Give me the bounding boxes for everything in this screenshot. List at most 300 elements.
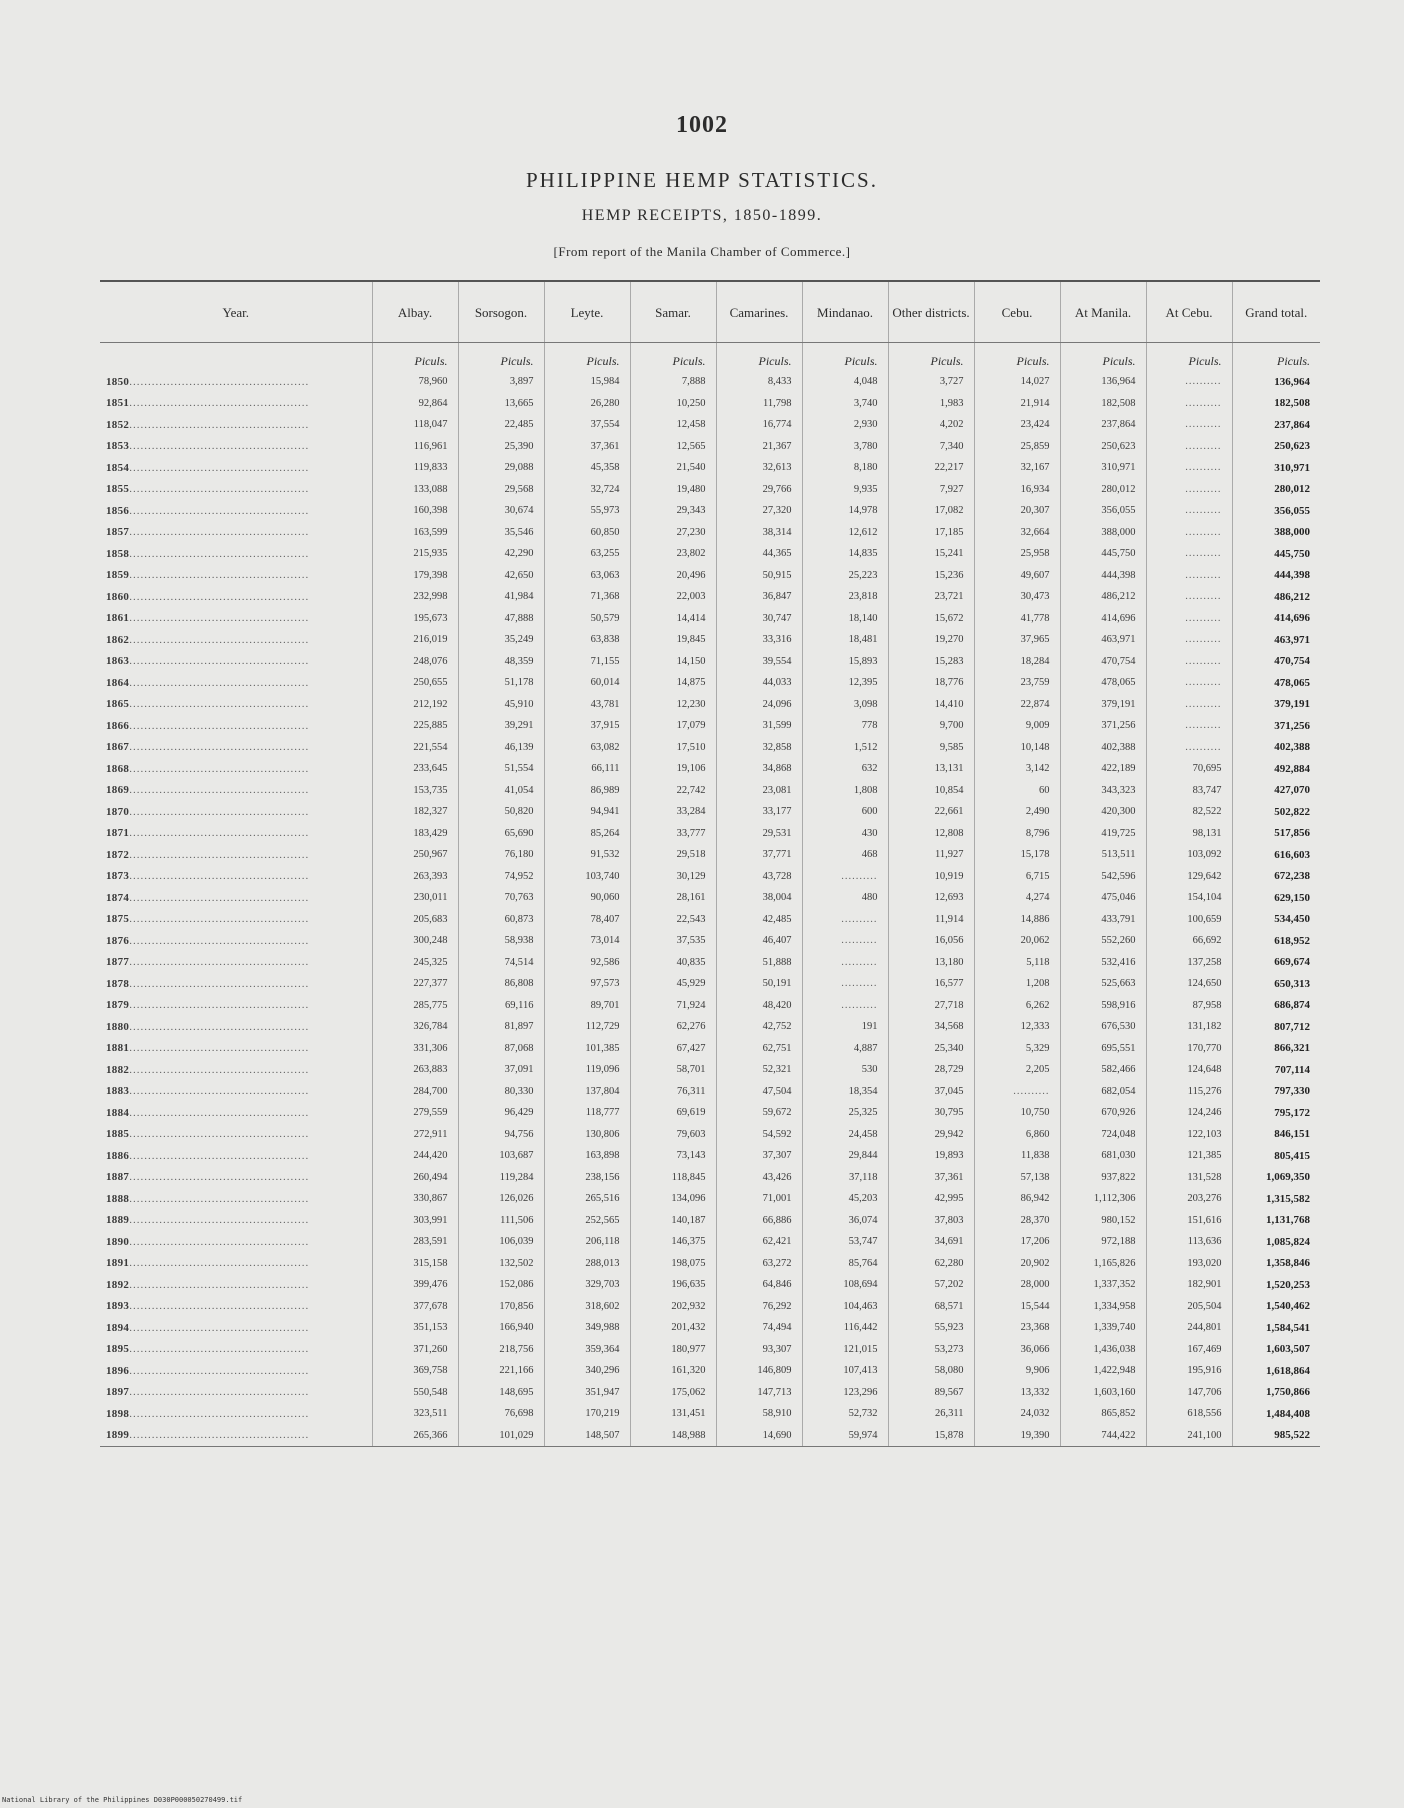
grand-total-cell: 1,618,864 <box>1232 1360 1320 1382</box>
value-cell: 331,306 <box>372 1038 458 1060</box>
value-cell: 24,096 <box>716 694 802 716</box>
grand-total-cell: 707,114 <box>1232 1059 1320 1081</box>
value-cell: 23,759 <box>974 672 1060 694</box>
value-cell: 2,490 <box>974 801 1060 823</box>
value-cell: 86,942 <box>974 1188 1060 1210</box>
value-cell: .......... <box>974 1081 1060 1103</box>
value-cell: .......... <box>1146 651 1232 673</box>
year-cell: 1853................................................ <box>106 440 310 453</box>
table-row <box>100 1059 1320 1081</box>
value-cell: 80,330 <box>458 1081 544 1103</box>
column-header: Camarines. <box>716 281 802 343</box>
year-cell: 1866................................................ <box>106 719 310 732</box>
value-cell: 22,874 <box>974 694 1060 716</box>
value-cell: 126,026 <box>458 1188 544 1210</box>
value-cell: 27,718 <box>888 995 974 1017</box>
unit-label: Piculs. <box>974 343 1060 372</box>
value-cell: 470,754 <box>1060 651 1146 673</box>
dot-leader: ................................................ <box>129 1429 310 1442</box>
dot-leader: ................................................ <box>129 1042 310 1055</box>
value-cell: 58,910 <box>716 1403 802 1425</box>
value-cell: 94,756 <box>458 1124 544 1146</box>
value-cell: 20,307 <box>974 500 1060 522</box>
value-cell: 57,138 <box>974 1167 1060 1189</box>
value-cell: 62,280 <box>888 1253 974 1275</box>
value-cell: 76,311 <box>630 1081 716 1103</box>
value-cell: 14,027 <box>974 371 1060 393</box>
grand-total-cell: 136,964 <box>1232 371 1320 393</box>
value-cell: 151,616 <box>1146 1210 1232 1232</box>
value-cell: 41,778 <box>974 608 1060 630</box>
year-cell: 1894................................................ <box>106 1321 310 1334</box>
value-cell: 22,742 <box>630 780 716 802</box>
value-cell: 3,098 <box>802 694 888 716</box>
value-cell: 10,148 <box>974 737 1060 759</box>
value-cell: 48,420 <box>716 995 802 1017</box>
value-cell: 670,926 <box>1060 1102 1146 1124</box>
value-cell: 86,989 <box>544 780 630 802</box>
value-cell: 323,511 <box>372 1403 458 1425</box>
value-cell: 32,858 <box>716 737 802 759</box>
table-row <box>100 780 1320 802</box>
grand-total-cell: 379,191 <box>1232 694 1320 716</box>
year-cell: 1880................................................ <box>106 1020 310 1033</box>
value-cell: 1,112,306 <box>1060 1188 1146 1210</box>
grand-total-cell: 807,712 <box>1232 1016 1320 1038</box>
table-row <box>100 1339 1320 1361</box>
value-cell: 22,003 <box>630 586 716 608</box>
year-cell: 1883................................................ <box>106 1085 310 1098</box>
dot-leader: ................................................ <box>129 805 310 818</box>
value-cell: 146,375 <box>630 1231 716 1253</box>
value-cell: 96,429 <box>458 1102 544 1124</box>
value-cell: 310,971 <box>1060 457 1146 479</box>
value-cell: 237,864 <box>1060 414 1146 436</box>
grand-total-cell: 616,603 <box>1232 844 1320 866</box>
value-cell: 11,838 <box>974 1145 1060 1167</box>
value-cell: 26,280 <box>544 393 630 415</box>
value-cell: 98,131 <box>1146 823 1232 845</box>
dot-leader: ................................................ <box>129 483 310 496</box>
value-cell: 93,307 <box>716 1339 802 1361</box>
value-cell: 315,158 <box>372 1253 458 1275</box>
year-cell: 1898................................................ <box>106 1407 310 1420</box>
value-cell: 13,665 <box>458 393 544 415</box>
value-cell: 25,859 <box>974 436 1060 458</box>
value-cell: 283,591 <box>372 1231 458 1253</box>
value-cell: 47,504 <box>716 1081 802 1103</box>
value-cell: 3,780 <box>802 436 888 458</box>
value-cell: 74,494 <box>716 1317 802 1339</box>
value-cell: 106,039 <box>458 1231 544 1253</box>
dot-leader: ................................................ <box>129 375 310 388</box>
unit-label: Piculs. <box>802 343 888 372</box>
value-cell: 60,850 <box>544 522 630 544</box>
value-cell: .......... <box>1146 371 1232 393</box>
year-cell: 1867................................................ <box>106 741 310 754</box>
value-cell: 260,494 <box>372 1167 458 1189</box>
table-row <box>100 1425 1320 1447</box>
dot-leader: ................................................ <box>129 934 310 947</box>
grand-total-cell: 805,415 <box>1232 1145 1320 1167</box>
dot-leader: ................................................ <box>129 397 310 410</box>
value-cell: 15,893 <box>802 651 888 673</box>
value-cell: 163,898 <box>544 1145 630 1167</box>
value-cell: 272,911 <box>372 1124 458 1146</box>
value-cell: 422,189 <box>1060 758 1146 780</box>
page-title: PHILIPPINE HEMP STATISTICS. <box>526 168 878 192</box>
value-cell: 530 <box>802 1059 888 1081</box>
grand-total-cell: 1,540,462 <box>1232 1296 1320 1318</box>
value-cell: 42,290 <box>458 543 544 565</box>
value-cell: 349,988 <box>544 1317 630 1339</box>
value-cell: 136,964 <box>1060 371 1146 393</box>
value-cell: 121,385 <box>1146 1145 1232 1167</box>
value-cell: 37,091 <box>458 1059 544 1081</box>
value-cell: 1,436,038 <box>1060 1339 1146 1361</box>
value-cell: 60,873 <box>458 909 544 931</box>
value-cell: 47,888 <box>458 608 544 630</box>
dot-leader: ................................................ <box>129 612 310 625</box>
value-cell: 972,188 <box>1060 1231 1146 1253</box>
value-cell: 71,368 <box>544 586 630 608</box>
value-cell: 146,809 <box>716 1360 802 1382</box>
value-cell: 201,432 <box>630 1317 716 1339</box>
value-cell: .......... <box>1146 672 1232 694</box>
value-cell: 60 <box>974 780 1060 802</box>
value-cell: 33,284 <box>630 801 716 823</box>
value-cell: 111,506 <box>458 1210 544 1232</box>
value-cell: 132,502 <box>458 1253 544 1275</box>
unit-label: Piculs. <box>630 343 716 372</box>
table-row <box>100 995 1320 1017</box>
value-cell: 76,180 <box>458 844 544 866</box>
value-cell: 43,728 <box>716 866 802 888</box>
dot-leader: ................................................ <box>129 1192 310 1205</box>
value-cell: 598,916 <box>1060 995 1146 1017</box>
year-cell: 1854................................................ <box>106 461 310 474</box>
value-cell: 263,393 <box>372 866 458 888</box>
value-cell: 179,398 <box>372 565 458 587</box>
value-cell: 55,973 <box>544 500 630 522</box>
unit-label: Piculs. <box>372 343 458 372</box>
value-cell: 183,429 <box>372 823 458 845</box>
table-row <box>100 479 1320 501</box>
value-cell: 118,047 <box>372 414 458 436</box>
value-cell: 131,451 <box>630 1403 716 1425</box>
value-cell: 326,784 <box>372 1016 458 1038</box>
value-cell: 632 <box>802 758 888 780</box>
value-cell: 46,139 <box>458 737 544 759</box>
value-cell: 25,390 <box>458 436 544 458</box>
year-cell: 1897................................................ <box>106 1386 310 1399</box>
grand-total-cell: 444,398 <box>1232 565 1320 587</box>
table-row <box>100 629 1320 651</box>
dot-leader: ................................................ <box>129 569 310 582</box>
value-cell: 50,191 <box>716 973 802 995</box>
column-header: Sorsogon. <box>458 281 544 343</box>
value-cell: 191 <box>802 1016 888 1038</box>
year-cell: 1896................................................ <box>106 1364 310 1377</box>
value-cell: 232,998 <box>372 586 458 608</box>
value-cell: 486,212 <box>1060 586 1146 608</box>
table-row <box>100 1016 1320 1038</box>
value-cell: 937,822 <box>1060 1167 1146 1189</box>
value-cell: 41,054 <box>458 780 544 802</box>
dot-leader: ................................................ <box>129 1364 310 1377</box>
value-cell: 9,585 <box>888 737 974 759</box>
value-cell: .......... <box>1146 522 1232 544</box>
year-cell: 1865................................................ <box>106 698 310 711</box>
value-cell: 18,140 <box>802 608 888 630</box>
value-cell: 71,001 <box>716 1188 802 1210</box>
year-cell: 1861................................................ <box>106 612 310 625</box>
dot-leader: ................................................ <box>129 956 310 969</box>
grand-total-cell: 1,520,253 <box>1232 1274 1320 1296</box>
value-cell: 55,923 <box>888 1317 974 1339</box>
value-cell: 6,262 <box>974 995 1060 1017</box>
value-cell: 71,155 <box>544 651 630 673</box>
unit-label: Piculs. <box>1146 343 1232 372</box>
grand-total-cell: 182,508 <box>1232 393 1320 415</box>
value-cell: 39,291 <box>458 715 544 737</box>
value-cell: 30,747 <box>716 608 802 630</box>
value-cell: 14,150 <box>630 651 716 673</box>
value-cell: 119,284 <box>458 1167 544 1189</box>
value-cell: 29,942 <box>888 1124 974 1146</box>
value-cell: 45,358 <box>544 457 630 479</box>
value-cell: 24,032 <box>974 1403 1060 1425</box>
value-cell: 13,332 <box>974 1382 1060 1404</box>
value-cell: 343,323 <box>1060 780 1146 802</box>
value-cell: 19,480 <box>630 479 716 501</box>
table-row <box>100 608 1320 630</box>
value-cell: 16,774 <box>716 414 802 436</box>
value-cell: 532,416 <box>1060 952 1146 974</box>
value-cell: 203,276 <box>1146 1188 1232 1210</box>
unit-label: Piculs. <box>888 343 974 372</box>
value-cell: 48,359 <box>458 651 544 673</box>
dot-leader: ................................................ <box>129 655 310 668</box>
value-cell: 103,092 <box>1146 844 1232 866</box>
value-cell: 57,202 <box>888 1274 974 1296</box>
value-cell: 108,694 <box>802 1274 888 1296</box>
year-cell: 1884................................................ <box>106 1106 310 1119</box>
value-cell: .......... <box>1146 608 1232 630</box>
value-cell: 161,320 <box>630 1360 716 1382</box>
value-cell: 78,407 <box>544 909 630 931</box>
dot-leader: ................................................ <box>129 1128 310 1141</box>
value-cell: 37,361 <box>544 436 630 458</box>
value-cell: 37,361 <box>888 1167 974 1189</box>
value-cell: 30,795 <box>888 1102 974 1124</box>
year-cell: 1876................................................ <box>106 934 310 947</box>
dot-leader: ................................................ <box>129 698 310 711</box>
value-cell: 5,118 <box>974 952 1060 974</box>
year-cell: 1877................................................ <box>106 956 310 969</box>
value-cell: 46,407 <box>716 930 802 952</box>
value-cell: 36,074 <box>802 1210 888 1232</box>
value-cell: 265,366 <box>372 1425 458 1447</box>
value-cell: 18,481 <box>802 629 888 651</box>
value-cell: .......... <box>802 973 888 995</box>
value-cell: 444,398 <box>1060 565 1146 587</box>
value-cell: 87,958 <box>1146 995 1232 1017</box>
year-cell: 1874................................................ <box>106 891 310 904</box>
value-cell: 39,554 <box>716 651 802 673</box>
table-row <box>100 1124 1320 1146</box>
value-cell: 244,420 <box>372 1145 458 1167</box>
value-cell: 43,426 <box>716 1167 802 1189</box>
value-cell: 103,687 <box>458 1145 544 1167</box>
value-cell: 22,485 <box>458 414 544 436</box>
value-cell: 73,014 <box>544 930 630 952</box>
page-number: 1002 <box>676 112 728 138</box>
value-cell: 245,325 <box>372 952 458 974</box>
value-cell: 58,701 <box>630 1059 716 1081</box>
value-cell: 265,516 <box>544 1188 630 1210</box>
value-cell: 54,592 <box>716 1124 802 1146</box>
value-cell: 180,977 <box>630 1339 716 1361</box>
grand-total-cell: 686,874 <box>1232 995 1320 1017</box>
value-cell: 198,075 <box>630 1253 716 1275</box>
value-cell: 50,820 <box>458 801 544 823</box>
value-cell: 51,178 <box>458 672 544 694</box>
value-cell: 37,535 <box>630 930 716 952</box>
table-row <box>100 866 1320 888</box>
value-cell: 14,410 <box>888 694 974 716</box>
dot-leader: ................................................ <box>129 741 310 754</box>
value-cell: 148,695 <box>458 1382 544 1404</box>
value-cell: 87,068 <box>458 1038 544 1060</box>
grand-total-cell: 672,238 <box>1232 866 1320 888</box>
value-cell: 18,776 <box>888 672 974 694</box>
value-cell: 221,166 <box>458 1360 544 1382</box>
value-cell: .......... <box>802 995 888 1017</box>
value-cell: 550,548 <box>372 1382 458 1404</box>
value-cell: 29,568 <box>458 479 544 501</box>
value-cell: 9,009 <box>974 715 1060 737</box>
value-cell: 600 <box>802 801 888 823</box>
value-cell: 303,991 <box>372 1210 458 1232</box>
year-cell: 1855................................................ <box>106 483 310 496</box>
value-cell: 116,442 <box>802 1317 888 1339</box>
grand-total-cell: 478,065 <box>1232 672 1320 694</box>
value-cell: .......... <box>1146 629 1232 651</box>
dot-leader: ................................................ <box>129 676 310 689</box>
value-cell: 15,178 <box>974 844 1060 866</box>
table-row <box>100 414 1320 436</box>
value-cell: 44,033 <box>716 672 802 694</box>
dot-leader: ................................................ <box>129 913 310 926</box>
grand-total-cell: 1,584,541 <box>1232 1317 1320 1339</box>
value-cell: 15,241 <box>888 543 974 565</box>
value-cell: 85,264 <box>544 823 630 845</box>
value-cell: 51,888 <box>716 952 802 974</box>
value-cell: 36,847 <box>716 586 802 608</box>
value-cell: 3,740 <box>802 393 888 415</box>
value-cell: 60,014 <box>544 672 630 694</box>
value-cell: 42,650 <box>458 565 544 587</box>
grand-total-cell: 1,603,507 <box>1232 1339 1320 1361</box>
value-cell: 10,919 <box>888 866 974 888</box>
year-cell: 1879................................................ <box>106 999 310 1012</box>
value-cell: 25,223 <box>802 565 888 587</box>
year-cell: 1875................................................ <box>106 913 310 926</box>
value-cell: 66,111 <box>544 758 630 780</box>
value-cell: 124,650 <box>1146 973 1232 995</box>
value-cell: 170,219 <box>544 1403 630 1425</box>
value-cell: 1,603,160 <box>1060 1382 1146 1404</box>
value-cell: 351,153 <box>372 1317 458 1339</box>
value-cell: 116,961 <box>372 436 458 458</box>
table-row <box>100 1167 1320 1189</box>
year-cell: 1856................................................ <box>106 504 310 517</box>
hemp-receipts-table <box>100 280 1320 1447</box>
year-cell: 1873................................................ <box>106 870 310 883</box>
value-cell: 865,852 <box>1060 1403 1146 1425</box>
value-cell: 32,664 <box>974 522 1060 544</box>
column-header: Samar. <box>630 281 716 343</box>
year-cell: 1886................................................ <box>106 1149 310 1162</box>
units-row <box>100 343 1320 372</box>
year-cell: 1885................................................ <box>106 1128 310 1141</box>
value-cell: 23,081 <box>716 780 802 802</box>
value-cell: 284,700 <box>372 1081 458 1103</box>
value-cell: 618,556 <box>1146 1403 1232 1425</box>
table-row <box>100 801 1320 823</box>
unit-label: Piculs. <box>544 343 630 372</box>
grand-total-cell: 629,150 <box>1232 887 1320 909</box>
value-cell: 73,143 <box>630 1145 716 1167</box>
value-cell: 148,988 <box>630 1425 716 1447</box>
value-cell: 29,343 <box>630 500 716 522</box>
table-row <box>100 909 1320 931</box>
table-row <box>100 1360 1320 1382</box>
year-cell: 1852................................................ <box>106 418 310 431</box>
value-cell: 1,983 <box>888 393 974 415</box>
value-cell: 36,066 <box>974 1339 1060 1361</box>
year-cell: 1890................................................ <box>106 1235 310 1248</box>
year-cell: 1899................................................ <box>100 1425 372 1447</box>
value-cell: 280,012 <box>1060 479 1146 501</box>
dot-leader: ................................................ <box>129 526 310 539</box>
value-cell: 1,208 <box>974 973 1060 995</box>
value-cell: 356,055 <box>1060 500 1146 522</box>
value-cell: 64,846 <box>716 1274 802 1296</box>
value-cell: 330,867 <box>372 1188 458 1210</box>
value-cell: 205,683 <box>372 909 458 931</box>
value-cell: 118,845 <box>630 1167 716 1189</box>
value-cell: 1,808 <box>802 780 888 802</box>
value-cell: 42,485 <box>716 909 802 931</box>
grand-total-cell: 534,450 <box>1232 909 1320 931</box>
value-cell: 244,801 <box>1146 1317 1232 1339</box>
value-cell: 202,932 <box>630 1296 716 1318</box>
value-cell: .......... <box>1146 393 1232 415</box>
value-cell: 101,029 <box>458 1425 544 1447</box>
value-cell: .......... <box>802 952 888 974</box>
value-cell: 31,599 <box>716 715 802 737</box>
value-cell: 32,167 <box>974 457 1060 479</box>
table-row <box>100 952 1320 974</box>
value-cell: 63,255 <box>544 543 630 565</box>
value-cell: 15,544 <box>974 1296 1060 1318</box>
value-cell: 14,835 <box>802 543 888 565</box>
table-row <box>100 844 1320 866</box>
value-cell: 41,984 <box>458 586 544 608</box>
value-cell: .......... <box>1146 586 1232 608</box>
